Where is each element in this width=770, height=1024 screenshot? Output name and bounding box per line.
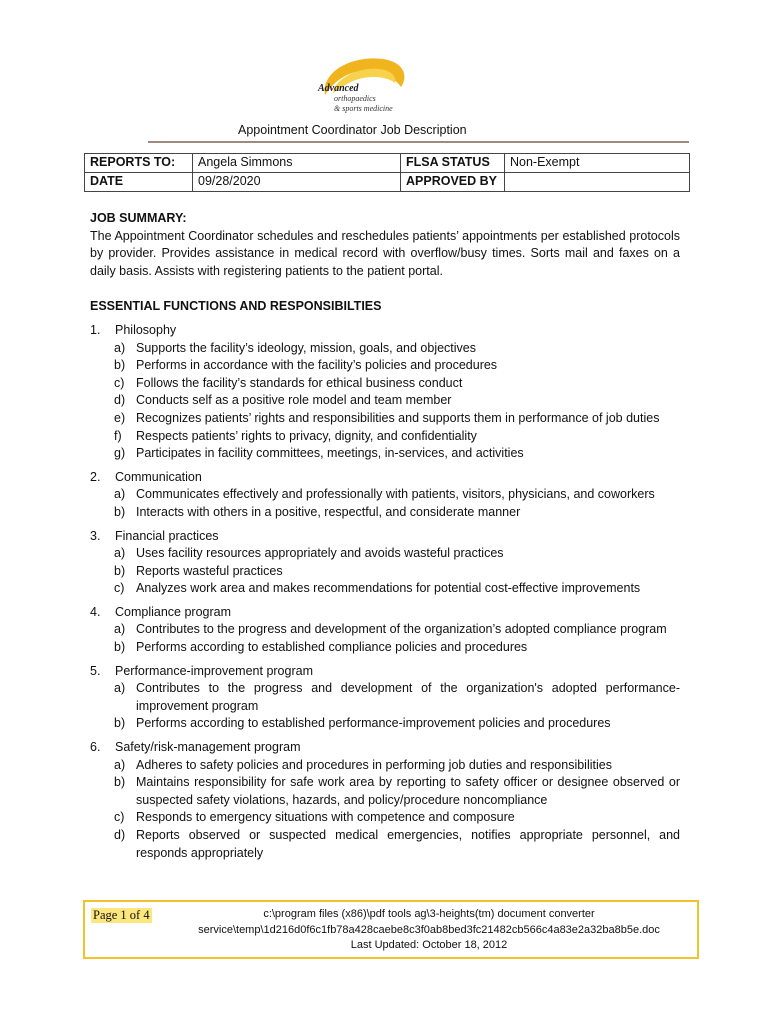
- document-body: [90, 210, 680, 868]
- item-text: Performs according to established performance-improvement policies and procedures: [136, 716, 611, 731]
- item-letter: f): [114, 428, 122, 443]
- page-footer: [83, 900, 699, 959]
- list-item: [114, 504, 680, 522]
- section-number: 3.: [90, 528, 101, 543]
- section-number: 1.: [90, 322, 101, 337]
- section-title: Compliance program: [115, 604, 232, 619]
- item-letter: a): [114, 546, 126, 561]
- item-text: Communicates effectively and professionally with patients, visitors, physicians, and coworkers: [136, 487, 655, 502]
- section-items: [90, 486, 680, 521]
- section-number: 2.: [90, 469, 101, 484]
- item-letter: a): [114, 487, 126, 502]
- list-item: [114, 445, 680, 463]
- section-items: [90, 757, 680, 863]
- item-text: Performs according to established compliance policies and procedures: [136, 640, 528, 655]
- item-letter: b): [114, 775, 126, 790]
- footer-last-updated: Last Updated: October 18, 2012: [350, 939, 508, 951]
- job-summary-text: The Appointment Coordinator schedules and reschedules patients’ appointments per established protocols by provider. Provides assistance in medical record with overflow/busy times. Sorts mail and faxes on a daily basis. Assists with registering patients to the patient portal.: [90, 228, 680, 278]
- item-letter: a): [114, 622, 126, 637]
- logo-subtitle: & sports medicine: [334, 104, 393, 113]
- footer-text: [159, 907, 699, 954]
- functions-list: [90, 322, 680, 862]
- item-text: Adheres to safety policies and procedures in performing job duties and responsibilities: [136, 757, 612, 772]
- logo-title: Advanced: [318, 83, 359, 94]
- item-letter: b): [114, 640, 126, 655]
- list-item: [114, 357, 680, 375]
- item-text: Reports observed or suspected medical emergencies, notifies appropriate personnel, and responds appropriately: [136, 828, 680, 860]
- item-letter: c): [114, 810, 125, 825]
- item-text: Respects patients’ rights to privacy, dignity, and confidentiality: [136, 428, 477, 443]
- info-row: [85, 173, 690, 192]
- footer-path-line: service\temp\1d216d0f6c1fb78a428caebe8c3f0ab8bed3fc21482cb566c4a83e2a32ba8b5e.doc: [198, 923, 660, 936]
- item-letter: g): [114, 446, 126, 461]
- list-item: [114, 580, 680, 598]
- function-section: [90, 739, 680, 862]
- section-heading: [90, 322, 680, 340]
- section-title: Safety/risk-management program: [115, 740, 301, 755]
- item-letter: d): [114, 393, 126, 408]
- item-text: Conducts self as a positive role model and team member: [136, 393, 452, 408]
- section-items: [90, 680, 680, 733]
- section-number: 6.: [90, 740, 101, 755]
- item-text: Maintains responsibility for safe work area by reporting to safety officer or designee observed or suspected safety violations, hazards, and policy/procedure noncompliance: [136, 775, 680, 807]
- item-letter: b): [114, 504, 126, 519]
- date-label: DATE: [85, 173, 193, 192]
- list-item: [114, 757, 680, 775]
- section-heading: [90, 739, 680, 757]
- section-heading: [90, 469, 680, 487]
- reports-to-label: REPORTS TO:: [85, 154, 193, 173]
- job-summary-heading: JOB SUMMARY:: [90, 211, 187, 225]
- item-text: Contributes to the progress and development of the organization's adopted performance-improvement program: [136, 681, 680, 713]
- section-items: [90, 545, 680, 598]
- date-value: 09/28/2020: [193, 173, 401, 192]
- section-number: 4.: [90, 604, 101, 619]
- list-item: [114, 375, 680, 393]
- section-number: 5.: [90, 663, 101, 678]
- item-text: Participates in facility committees, meetings, in-services, and activities: [136, 446, 524, 461]
- function-section: [90, 528, 680, 598]
- item-letter: a): [114, 757, 126, 772]
- function-section: [90, 604, 680, 657]
- list-item: [114, 392, 680, 410]
- section-title: Performance-improvement program: [115, 663, 313, 678]
- section-heading: [90, 663, 680, 681]
- section-heading: [90, 528, 680, 546]
- item-text: Interacts with others in a positive, respectful, and considerate manner: [136, 504, 521, 519]
- approved-by-value: [505, 173, 690, 192]
- flsa-status-label: FLSA STATUS: [401, 154, 505, 173]
- item-letter: a): [114, 340, 126, 355]
- list-item: [114, 428, 680, 446]
- section-title: Communication: [115, 469, 202, 484]
- section-items: [90, 340, 680, 463]
- list-item: [114, 410, 680, 428]
- item-letter: e): [114, 410, 126, 425]
- info-row: [85, 154, 690, 173]
- item-letter: c): [114, 581, 125, 596]
- flsa-status-value: Non-Exempt: [505, 154, 690, 173]
- function-section: [90, 322, 680, 463]
- reports-to-value: Angela Simmons: [193, 154, 401, 173]
- item-letter: b): [114, 563, 126, 578]
- page-number: Page 1 of 4: [93, 908, 150, 922]
- item-letter: b): [114, 358, 126, 373]
- item-text: Responds to emergency situations with competence and composure: [136, 810, 515, 825]
- functions-heading: ESSENTIAL FUNCTIONS AND RESPONSIBILTIES: [90, 299, 382, 314]
- list-item: [114, 545, 680, 563]
- list-item: [114, 809, 680, 827]
- document-title: Appointment Coordinator Job Description: [238, 123, 467, 137]
- item-letter: d): [114, 828, 126, 842]
- approved-by-label: APPROVED BY: [401, 173, 505, 192]
- item-text: Analyzes work area and makes recommendations for potential cost-effective improvements: [136, 581, 641, 596]
- item-letter: c): [114, 375, 125, 390]
- list-item: [114, 715, 680, 733]
- function-section: [90, 469, 680, 522]
- list-item: [114, 621, 680, 639]
- logo-text: [318, 84, 393, 114]
- function-section: [90, 663, 680, 733]
- section-title: Financial practices: [115, 528, 219, 543]
- list-item: [114, 827, 680, 862]
- logo-subtitle: orthopaedics: [334, 94, 376, 103]
- title-divider: [148, 141, 689, 143]
- list-item: [114, 486, 680, 504]
- item-letter: b): [114, 716, 126, 731]
- list-item: [114, 774, 680, 809]
- section-items: [90, 621, 680, 656]
- item-letter: a): [114, 681, 126, 696]
- footer-path-line: c:\program files (x86)\pdf tools ag\3-heights(tm) document converter: [263, 908, 595, 920]
- info-table: [84, 153, 690, 192]
- item-text: Reports wasteful practices: [136, 563, 283, 578]
- list-item: [114, 340, 680, 358]
- section-heading: [90, 604, 680, 622]
- list-item: [114, 680, 680, 715]
- list-item: [114, 563, 680, 581]
- item-text: Contributes to the progress and development of the organization’s adopted compliance program: [136, 622, 667, 637]
- item-text: Recognizes patients’ rights and responsibilities and supports them in performance of job duties: [136, 410, 660, 425]
- list-item: [114, 639, 680, 657]
- item-text: Performs in accordance with the facility’s policies and procedures: [136, 358, 498, 373]
- section-title: Philosophy: [115, 322, 177, 337]
- item-text: Uses facility resources appropriately and avoids wasteful practices: [136, 546, 504, 561]
- item-text: Follows the facility’s standards for ethical business conduct: [136, 375, 463, 390]
- item-text: Supports the facility’s ideology, mission, goals, and objectives: [136, 340, 476, 355]
